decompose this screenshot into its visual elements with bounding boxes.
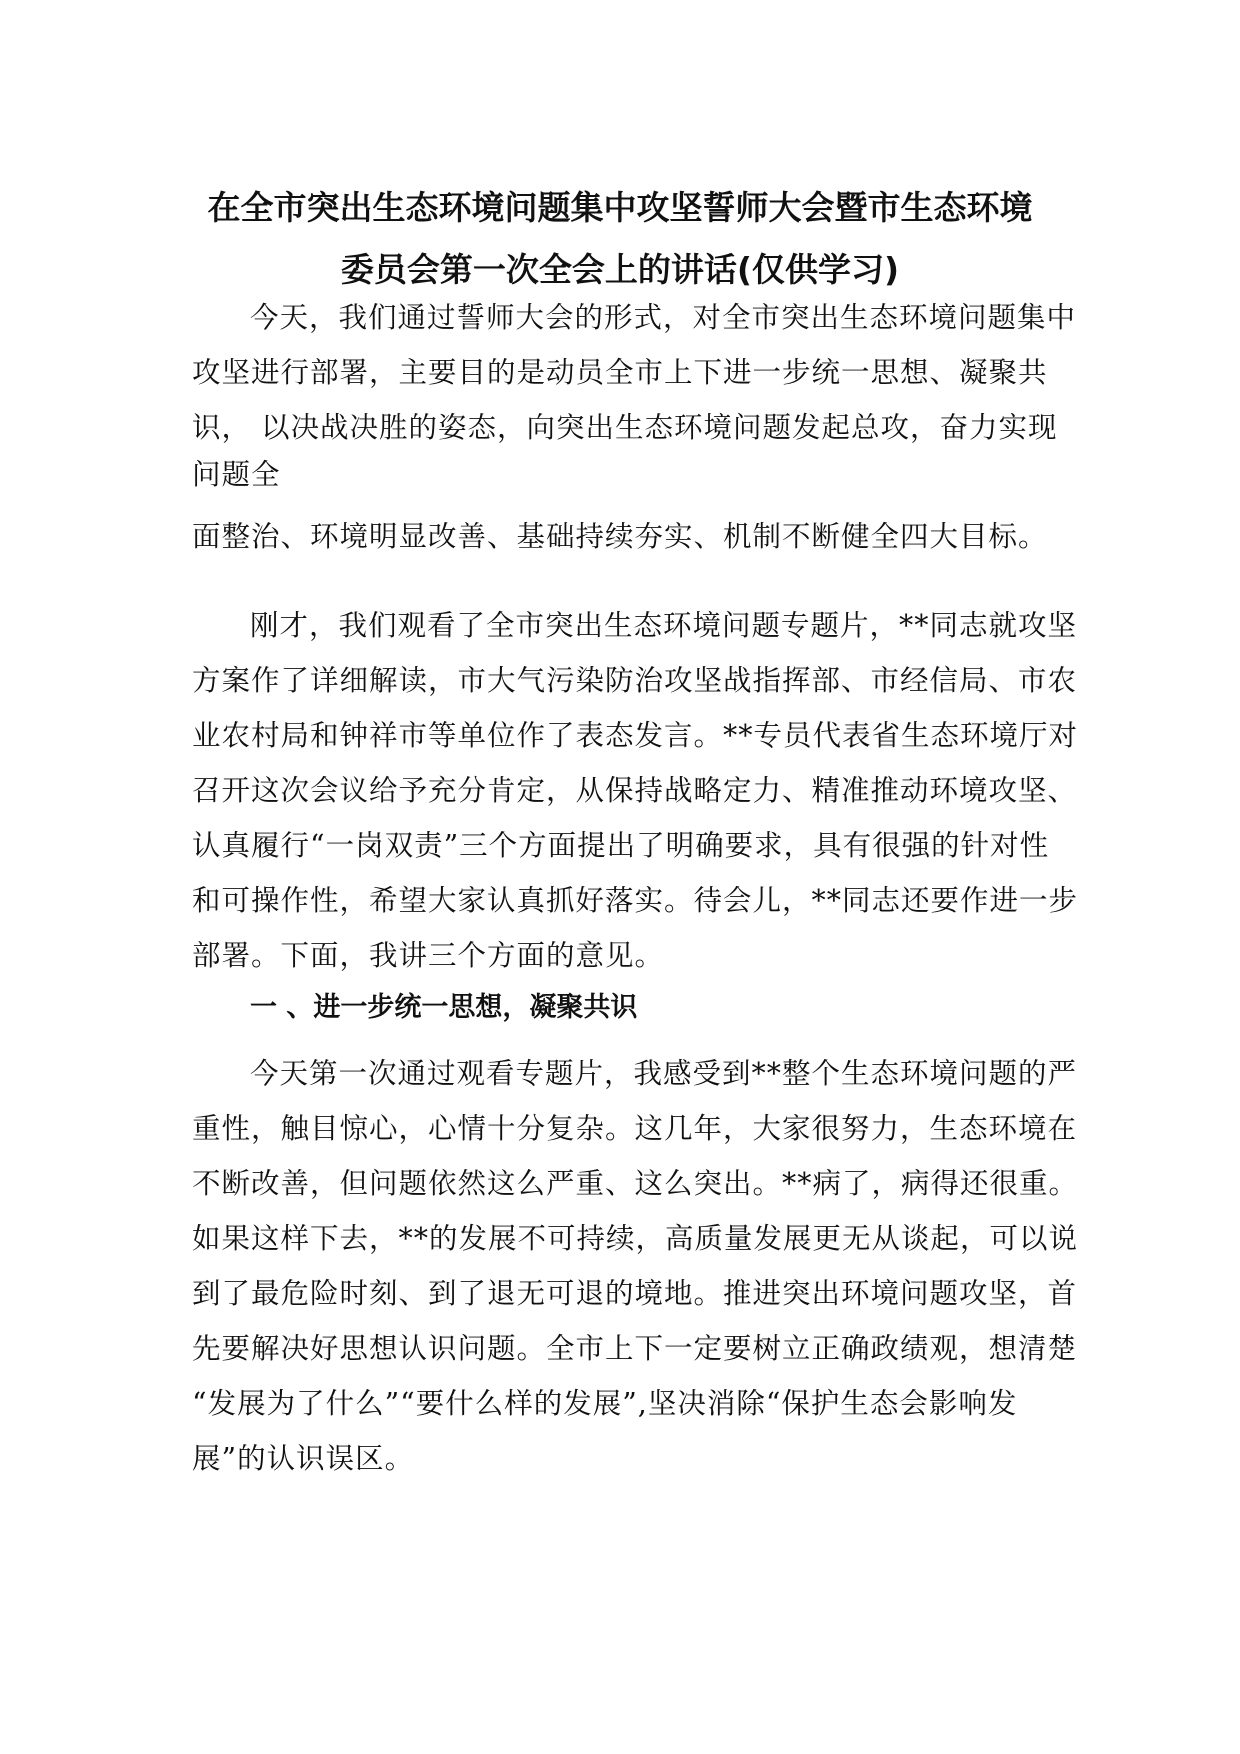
paragraph-opening [192,290,1077,564]
paragraph-line: 到了最危险时刻、到了退无可退的境地。推进突出环境问题攻坚，首 [192,1277,1078,1310]
paragraph-line: 和可操作性，希望大家认真抓好落实。待会儿，**同志还要作进一步 [192,884,1079,917]
paragraph-line: “发展为了什么”“要什么样的发展”,坚决消除“保护生态会影响发 [192,1387,1018,1420]
document-title-line-2: 委员会第一次全会上的讲话(仅供学习) [340,250,900,289]
document-title-line-1: 在全市突出生态环境问题集中攻坚誓师大会暨市生态环境 [207,188,1033,227]
paragraph-line: 面整治、环境明显改善、基础持续夯实、机制不断健全四大目标。 [192,520,1048,553]
paragraph-line: 重性，触目惊心，心情十分复杂。这几年，大家很努力，生态环境在 [192,1112,1078,1145]
paragraph-line: 业农村局和钟祥市等单位作了表态发言。**专员代表省生态环境厅对 [192,719,1079,752]
paragraph-line: 今天，我们通过誓师大会的形式，对全市突出生态环境问题集中 [250,301,1077,334]
paragraph-line: 先要解决好思想认识问题。全市上下一定要树立正确政绩观，想清楚 [192,1332,1078,1365]
paragraph-line: 刚才，我们观看了全市突出生态环境问题专题片，**同志就攻坚 [250,609,1078,642]
paragraph-line: 如果这样下去，**的发展不可持续，高质量发展更无从谈起，可以说 [192,1222,1079,1255]
paragraph-line: 不断改善，但问题依然这么严重、这么突出。**病了，病得还很重。 [192,1167,1079,1200]
paragraph-line: 展”的认识误区。 [192,1442,415,1475]
section-heading: 一 、进一步统一思想，凝聚共识 [250,992,638,1023]
paragraph-line: 识， 以决战决胜的姿态，向突出生态环境问题发起总攻，奋力实现 [192,411,1058,444]
paragraph-line: 问题全 [192,458,281,491]
paragraph-line: 方案作了详细解读，市大气污染防治攻坚战指挥部、市经信局、市农 [192,664,1078,697]
paragraph-section-1 [192,1046,1079,1486]
paragraph-line: 部署。下面，我讲三个方面的意见。 [192,939,665,972]
paragraph-line: 认真履行“一岗双责”三个方面提出了明确要求，具有很强的针对性 [192,829,1050,862]
paragraph-line: 召开这次会议给予充分肯定，从保持战略定力、精准推动环境攻坚、 [192,774,1078,807]
paragraph-line: 今天第一次通过观看专题片，我感受到**整个生态环境问题的严 [250,1057,1078,1090]
paragraph-review [192,598,1079,983]
paragraph-line: 攻坚进行部署，主要目的是动员全市上下进一步统一思想、凝聚共 [192,356,1048,389]
